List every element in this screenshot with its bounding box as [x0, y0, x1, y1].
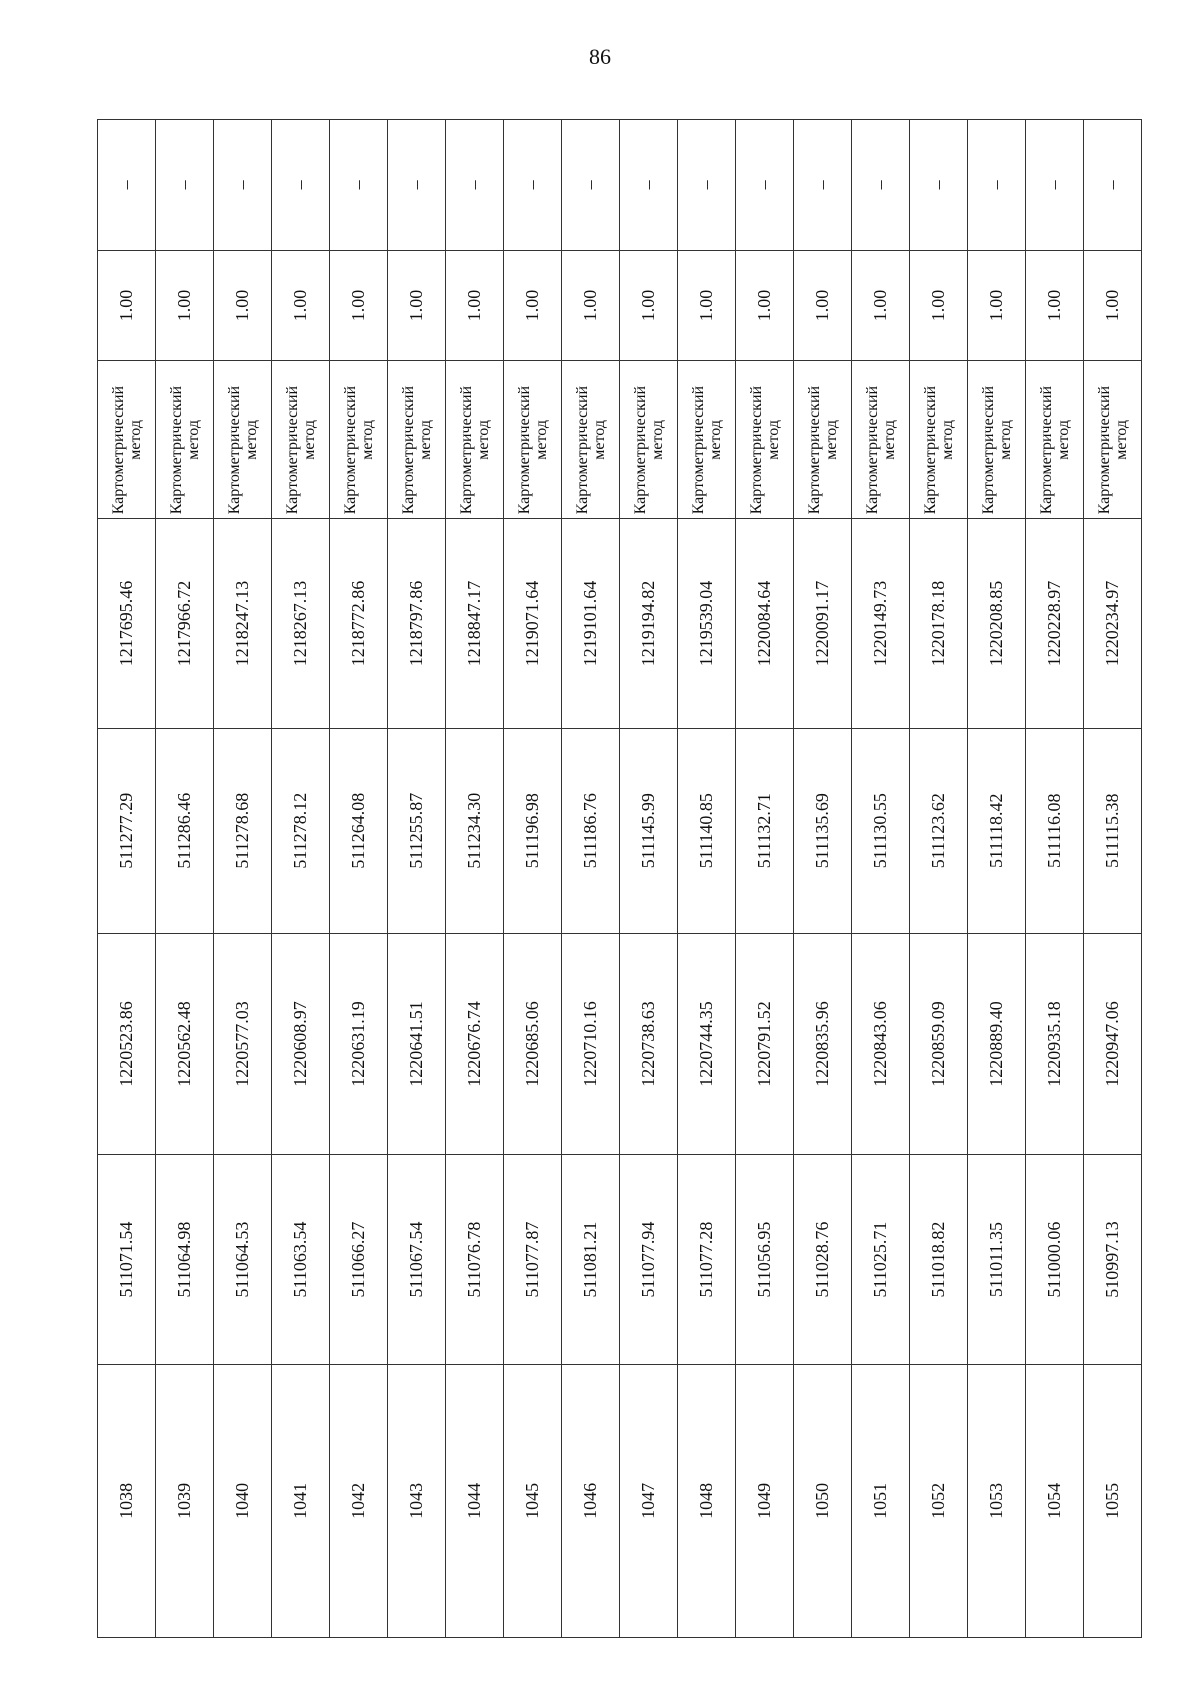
x2-coordinate-cell: 511278.68	[214, 728, 272, 933]
x2-coordinate-cell: 511116.08	[1026, 728, 1084, 933]
y2-coordinate-cell: 1218247.13	[214, 519, 272, 728]
y1-coordinate-cell: 1220631.19	[330, 933, 388, 1155]
y1-coordinate-cell: 1220843.06	[852, 933, 910, 1155]
method-line1: Картометрический	[979, 385, 997, 515]
y1-coordinate-cell: 1220577.03	[214, 933, 272, 1155]
accuracy-cell: 1.00	[272, 250, 330, 361]
table-row	[678, 120, 736, 1638]
y2-coordinate-cell: 1219071.64	[504, 519, 562, 728]
y2-coordinate-cell: 1220234.97	[1084, 519, 1142, 728]
y1-coordinate-cell: 1220835.96	[794, 933, 852, 1155]
x2-coordinate-cell: 511277.29	[98, 728, 156, 933]
y1-coordinate-cell: 1220744.35	[678, 933, 736, 1155]
accuracy-cell: 1.00	[794, 250, 852, 361]
table-row	[968, 120, 1026, 1638]
method-line1: Картометрический	[689, 385, 707, 515]
method-line2: метод	[1054, 420, 1072, 460]
y2-coordinate-cell: 1220228.97	[1026, 519, 1084, 728]
y1-coordinate-cell: 1220562.48	[156, 933, 214, 1155]
table-row	[736, 120, 794, 1638]
accuracy-cell: 1.00	[214, 250, 272, 361]
table-row	[272, 120, 330, 1638]
note-cell: –	[156, 120, 214, 251]
x1-coordinate-cell: 511076.78	[446, 1155, 504, 1364]
point-number-cell: 1050	[794, 1364, 852, 1637]
method-line1: Картометрический	[457, 385, 475, 515]
note-cell: –	[98, 120, 156, 251]
method-cell	[214, 361, 272, 519]
table-body	[98, 120, 1142, 1638]
point-number-cell: 1051	[852, 1364, 910, 1637]
y1-coordinate-cell: 1220889.40	[968, 933, 1026, 1155]
y1-coordinate-cell: 1220641.51	[388, 933, 446, 1155]
table-row	[852, 120, 910, 1638]
x1-coordinate-cell: 511028.76	[794, 1155, 852, 1364]
note-cell: –	[678, 120, 736, 251]
method-cell	[156, 361, 214, 519]
method-line1: Картометрический	[225, 385, 243, 515]
accuracy-cell: 1.00	[562, 250, 620, 361]
y2-coordinate-cell: 1218772.86	[330, 519, 388, 728]
table-row	[620, 120, 678, 1638]
table-row	[504, 120, 562, 1638]
table-row	[446, 120, 504, 1638]
point-number-cell: 1052	[910, 1364, 968, 1637]
method-cell	[620, 361, 678, 519]
x1-coordinate-cell: 511056.95	[736, 1155, 794, 1364]
table-row	[156, 120, 214, 1638]
method-line2: метод	[416, 420, 434, 460]
coordinates-table-frame	[97, 119, 1130, 1638]
method-line1: Картометрический	[805, 385, 823, 515]
y1-coordinate-cell: 1220685.06	[504, 933, 562, 1155]
method-cell	[852, 361, 910, 519]
x2-coordinate-cell: 511132.71	[736, 728, 794, 933]
table-row	[330, 120, 388, 1638]
x1-coordinate-cell: 511081.21	[562, 1155, 620, 1364]
method-cell	[504, 361, 562, 519]
y2-coordinate-cell: 1217966.72	[156, 519, 214, 728]
accuracy-cell: 1.00	[1026, 250, 1084, 361]
accuracy-cell: 1.00	[1084, 250, 1142, 361]
point-number-cell: 1040	[214, 1364, 272, 1637]
note-cell: –	[562, 120, 620, 251]
y2-coordinate-cell: 1218797.86	[388, 519, 446, 728]
x1-coordinate-cell: 511066.27	[330, 1155, 388, 1364]
method-cell	[968, 361, 1026, 519]
y1-coordinate-cell: 1220710.16	[562, 933, 620, 1155]
table-row	[910, 120, 968, 1638]
coordinates-table	[97, 119, 1142, 1638]
method-line2: метод	[126, 420, 144, 460]
point-number-cell: 1049	[736, 1364, 794, 1637]
x2-coordinate-cell: 511234.30	[446, 728, 504, 933]
y1-coordinate-cell: 1220935.18	[1026, 933, 1084, 1155]
y2-coordinate-cell: 1219194.82	[620, 519, 678, 728]
point-number-cell: 1046	[562, 1364, 620, 1637]
point-number-cell: 1039	[156, 1364, 214, 1637]
note-cell: –	[736, 120, 794, 251]
point-number-cell: 1044	[446, 1364, 504, 1637]
point-number-cell: 1043	[388, 1364, 446, 1637]
y1-coordinate-cell: 1220859.09	[910, 933, 968, 1155]
note-cell: –	[446, 120, 504, 251]
y2-coordinate-cell: 1219101.64	[562, 519, 620, 728]
y2-coordinate-cell: 1217695.46	[98, 519, 156, 728]
method-line1: Картометрический	[109, 385, 127, 515]
note-cell: –	[852, 120, 910, 251]
method-cell	[388, 361, 446, 519]
method-line2: метод	[1112, 420, 1130, 460]
note-cell: –	[968, 120, 1026, 251]
y1-coordinate-cell: 1220947.06	[1084, 933, 1142, 1155]
accuracy-cell: 1.00	[678, 250, 736, 361]
method-cell	[1026, 361, 1084, 519]
point-number-cell: 1042	[330, 1364, 388, 1637]
y2-coordinate-cell: 1220208.85	[968, 519, 1026, 728]
point-number-cell: 1048	[678, 1364, 736, 1637]
method-line1: Картометрический	[341, 385, 359, 515]
method-line2: метод	[242, 420, 260, 460]
method-cell	[330, 361, 388, 519]
point-number-cell: 1047	[620, 1364, 678, 1637]
method-line1: Картометрический	[747, 385, 765, 515]
x1-coordinate-cell: 510997.13	[1084, 1155, 1142, 1364]
accuracy-cell: 1.00	[388, 250, 446, 361]
x1-coordinate-cell: 511077.28	[678, 1155, 736, 1364]
method-line1: Картометрический	[863, 385, 881, 515]
accuracy-cell: 1.00	[156, 250, 214, 361]
x2-coordinate-cell: 511115.38	[1084, 728, 1142, 933]
x1-coordinate-cell: 511000.06	[1026, 1155, 1084, 1364]
note-cell: –	[330, 120, 388, 251]
x2-coordinate-cell: 511140.85	[678, 728, 736, 933]
y2-coordinate-cell: 1220091.17	[794, 519, 852, 728]
method-cell	[910, 361, 968, 519]
rotated-table-container	[97, 119, 1130, 1638]
method-line2: метод	[474, 420, 492, 460]
point-number-cell: 1045	[504, 1364, 562, 1637]
x2-coordinate-cell: 511186.76	[562, 728, 620, 933]
x2-coordinate-cell: 511264.08	[330, 728, 388, 933]
table-row	[562, 120, 620, 1638]
method-line1: Картометрический	[573, 385, 591, 515]
method-line1: Картометрический	[167, 385, 185, 515]
note-cell: –	[794, 120, 852, 251]
x2-coordinate-cell: 511135.69	[794, 728, 852, 933]
method-line2: метод	[880, 420, 898, 460]
method-line2: метод	[648, 420, 666, 460]
method-cell	[736, 361, 794, 519]
x1-coordinate-cell: 511071.54	[98, 1155, 156, 1364]
note-cell: –	[1084, 120, 1142, 251]
x1-coordinate-cell: 511064.98	[156, 1155, 214, 1364]
y1-coordinate-cell: 1220791.52	[736, 933, 794, 1155]
y2-coordinate-cell: 1220149.73	[852, 519, 910, 728]
accuracy-cell: 1.00	[620, 250, 678, 361]
accuracy-cell: 1.00	[504, 250, 562, 361]
y2-coordinate-cell: 1220178.18	[910, 519, 968, 728]
note-cell: –	[1026, 120, 1084, 251]
y2-coordinate-cell: 1218847.17	[446, 519, 504, 728]
accuracy-cell: 1.00	[98, 250, 156, 361]
method-line1: Картометрический	[1037, 385, 1055, 515]
note-cell: –	[388, 120, 446, 251]
accuracy-cell: 1.00	[330, 250, 388, 361]
x2-coordinate-cell: 511130.55	[852, 728, 910, 933]
method-line2: метод	[996, 420, 1014, 460]
method-cell	[272, 361, 330, 519]
note-cell: –	[910, 120, 968, 251]
method-line2: метод	[822, 420, 840, 460]
method-line2: метод	[590, 420, 608, 460]
method-cell	[98, 361, 156, 519]
y1-coordinate-cell: 1220676.74	[446, 933, 504, 1155]
accuracy-cell: 1.00	[446, 250, 504, 361]
x1-coordinate-cell: 511067.54	[388, 1155, 446, 1364]
method-line1: Картометрический	[399, 385, 417, 515]
method-line1: Картометрический	[631, 385, 649, 515]
x1-coordinate-cell: 511077.87	[504, 1155, 562, 1364]
y2-coordinate-cell: 1218267.13	[272, 519, 330, 728]
method-line2: метод	[764, 420, 782, 460]
x2-coordinate-cell: 511278.12	[272, 728, 330, 933]
x2-coordinate-cell: 511196.98	[504, 728, 562, 933]
note-cell: –	[214, 120, 272, 251]
y2-coordinate-cell: 1219539.04	[678, 519, 736, 728]
y1-coordinate-cell: 1220738.63	[620, 933, 678, 1155]
method-line1: Картометрический	[921, 385, 939, 515]
method-cell	[1084, 361, 1142, 519]
method-cell	[678, 361, 736, 519]
y2-coordinate-cell: 1220084.64	[736, 519, 794, 728]
method-line1: Картометрический	[515, 385, 533, 515]
accuracy-cell: 1.00	[968, 250, 1026, 361]
x1-coordinate-cell: 511025.71	[852, 1155, 910, 1364]
method-cell	[794, 361, 852, 519]
table-row	[794, 120, 852, 1638]
method-line1: Картометрический	[1095, 385, 1113, 515]
method-line2: метод	[706, 420, 724, 460]
accuracy-cell: 1.00	[910, 250, 968, 361]
x1-coordinate-cell: 511064.53	[214, 1155, 272, 1364]
x2-coordinate-cell: 511123.62	[910, 728, 968, 933]
method-line2: метод	[532, 420, 550, 460]
method-cell	[562, 361, 620, 519]
table-row	[388, 120, 446, 1638]
accuracy-cell: 1.00	[852, 250, 910, 361]
accuracy-cell: 1.00	[736, 250, 794, 361]
y1-coordinate-cell: 1220608.97	[272, 933, 330, 1155]
table-row	[214, 120, 272, 1638]
point-number-cell: 1054	[1026, 1364, 1084, 1637]
x1-coordinate-cell: 511063.54	[272, 1155, 330, 1364]
point-number-cell: 1055	[1084, 1364, 1142, 1637]
table-row	[98, 120, 156, 1638]
page-number: 86	[589, 44, 611, 69]
table-row	[1026, 120, 1084, 1638]
point-number-cell: 1041	[272, 1364, 330, 1637]
method-cell	[446, 361, 504, 519]
note-cell: –	[504, 120, 562, 251]
method-line2: метод	[358, 420, 376, 460]
x1-coordinate-cell: 511011.35	[968, 1155, 1026, 1364]
note-cell: –	[620, 120, 678, 251]
x1-coordinate-cell: 511018.82	[910, 1155, 968, 1364]
point-number-cell: 1038	[98, 1364, 156, 1637]
point-number-cell: 1053	[968, 1364, 1026, 1637]
x2-coordinate-cell: 511286.46	[156, 728, 214, 933]
table-row	[1084, 120, 1142, 1638]
x2-coordinate-cell: 511118.42	[968, 728, 1026, 933]
method-line1: Картометрический	[283, 385, 301, 515]
method-line2: метод	[300, 420, 318, 460]
method-line2: метод	[938, 420, 956, 460]
method-line2: метод	[184, 420, 202, 460]
x2-coordinate-cell: 511255.87	[388, 728, 446, 933]
y1-coordinate-cell: 1220523.86	[98, 933, 156, 1155]
x1-coordinate-cell: 511077.94	[620, 1155, 678, 1364]
x2-coordinate-cell: 511145.99	[620, 728, 678, 933]
note-cell: –	[272, 120, 330, 251]
